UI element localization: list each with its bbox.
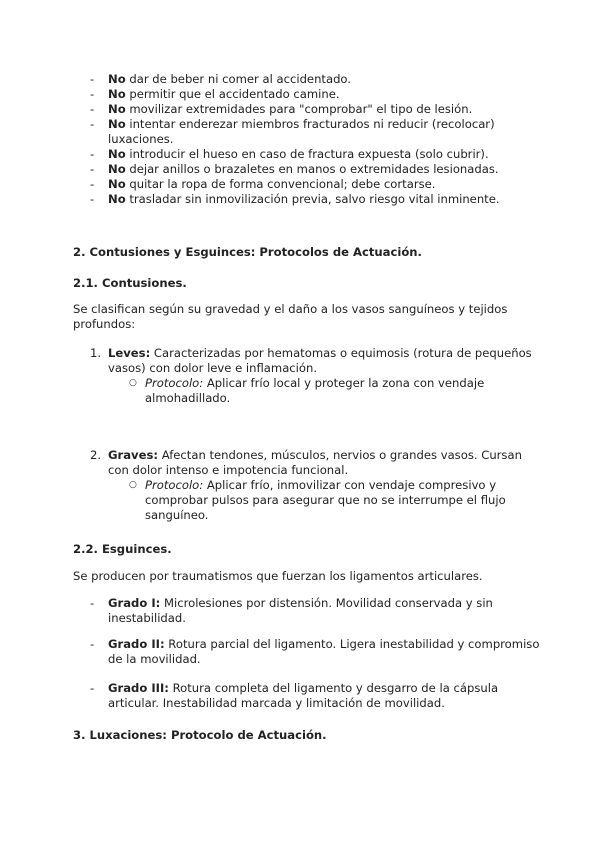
dash-marker: - [90,87,95,101]
contusion-item-leves [0,346,600,406]
list-item [0,596,600,626]
list-item [0,102,600,117]
item-bold: Graves: [108,448,159,462]
dash-marker: - [90,117,95,131]
dash-marker: - [90,192,95,206]
sprain-item-grado-1 [0,596,600,626]
item-body [108,448,538,478]
dash-marker: - [90,72,95,86]
contusion-item-graves [0,448,600,523]
protocol-label: Protocolo: [145,478,204,492]
item-text: Rotura parcial del ligamento. Ligera inestabilidad y compromiso de la movilidad. [108,637,540,666]
dash-marker: - [90,637,95,651]
list-item [0,117,600,147]
item-bold: No [108,102,126,116]
item-body [108,346,538,376]
sprains-intro: Se producen por traumatismos que fuerzan los ligamentos articulares. [73,569,483,583]
item-bold: Grado II: [108,637,165,651]
item-text: Microlesiones por distensión. Movilidad conservada y sin inestabilidad. [108,596,493,625]
item-text: trasladar sin inmovilización previa, salvo riesgo vital inminente. [125,192,500,206]
item-bold: Grado III: [108,681,169,695]
dash-marker: - [90,147,95,161]
item-text: introducir el hueso en caso de fractura expuesta (solo cubrir). [125,147,489,161]
item-number: 1. [90,346,102,360]
section-2-1-heading: 2.1. Contusiones. [73,276,187,290]
list-item [0,637,600,667]
dash-marker: - [90,102,95,116]
circle-marker: ○ [129,378,137,388]
section-2-heading: 2. Contusiones y Esguinces: Protocolos de Actuación. [73,245,422,259]
dash-marker: - [90,162,95,176]
item-bold: No [108,192,126,206]
list-item [0,147,600,162]
item-bold: Leves: [108,346,151,360]
list-item [0,72,600,87]
circle-marker: ○ [129,480,137,490]
sprain-item-grado-2 [0,637,600,667]
item-bold: No [108,72,126,86]
item-text: intentar enderezar miembros fracturados ni reducir (recolocar) luxaciones. [108,117,495,146]
list-item [0,87,600,102]
dash-marker: - [90,596,95,610]
item-text: dejar anillos o brazaletes en manos o extremidades lesionadas. [125,162,499,176]
item-text: Rotura completa del ligamento y desgarro de la cápsula articular. Inestabilidad marcada y limitación de movilidad. [108,681,499,710]
prohibitions-list [0,72,600,207]
item-number: 2. [90,448,102,462]
item-text: movilizar extremidades para "comprobar" el tipo de lesión. [125,102,473,116]
item-bold: No [108,147,126,161]
item-bold: No [108,177,126,191]
protocol-subitem [129,478,525,523]
item-text: quitar la ropa de forma convencional; debe cortarse. [125,177,436,191]
item-bold: No [108,87,126,101]
list-item [0,177,600,192]
dash-marker: - [90,177,95,191]
section-3-heading: 3. Luxaciones: Protocolo de Actuación. [73,728,327,742]
dash-marker: - [90,681,95,695]
protocol-subitem [129,376,525,406]
list-item [0,192,600,207]
protocol-text: Aplicar frío, inmovilizar con vendaje compresivo y comprobar pulsos para asegurar que no se interrumpe el flujo sanguíneo. [145,478,506,522]
item-bold: No [108,117,126,131]
item-bold: No [108,162,126,176]
item-text: permitir que el accidentado camine. [125,87,340,101]
contusions-intro: Se clasifican según su gravedad y el daño a los vasos sanguíneos y tejidos profundos: [73,302,508,331]
section-2-2-heading: 2.2. Esguinces. [73,542,172,556]
item-text: Caracterizadas por hematomas o equimosis (rotura de pequeños vasos) con dolor leve e inflamación. [108,346,532,375]
item-text: Afectan tendones, músculos, nervios o grandes vasos. Cursan con dolor intenso e impotencia funcional. [108,448,522,477]
item-bold: Grado I: [108,596,161,610]
protocol-text: Aplicar frío local y proteger la zona con vendaje almohadillado. [145,376,485,405]
list-item [0,162,600,177]
item-text: dar de beber ni comer al accidentado. [125,72,351,86]
list-item [0,681,600,711]
sprain-item-grado-3 [0,681,600,711]
protocol-label: Protocolo: [145,376,204,390]
